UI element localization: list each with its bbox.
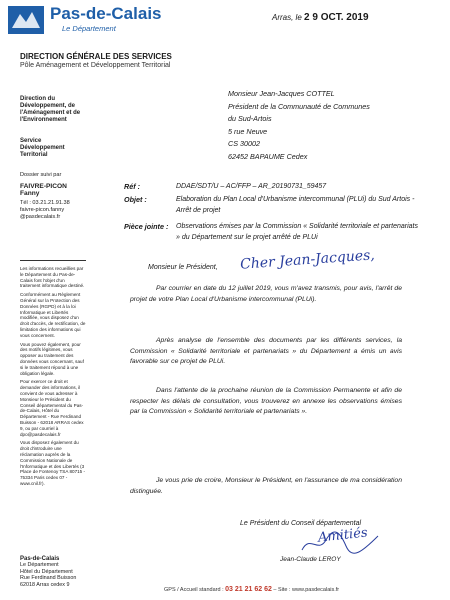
handwritten-salutation: Cher Jean-Jacques,: [239, 247, 376, 273]
sidebar-contact-phone: Tél : 03.21.21.91.38: [20, 200, 70, 206]
letter-date: [272, 12, 369, 23]
sidebar-footer-line: Rue Ferdinand Buisson: [20, 575, 77, 582]
sidebar-footer-line: Pas-de-Calais: [20, 556, 60, 562]
footer-prefix: GPS / Accueil standard :: [164, 587, 224, 593]
recipient-line: 62452 BAPAUME Cedex: [228, 151, 308, 161]
signature-title: Le Président du Conseil départemental: [240, 520, 362, 527]
sidebar-footer-line: Le Département: [20, 562, 59, 569]
sidebar-contact-email: faivre-picon.fanny: [20, 207, 65, 213]
ref-value: DDAE/SDT/U – AC/FFP – AR_20190731_59457: [176, 183, 327, 190]
sidebar-direction-line: Direction du: [20, 96, 56, 102]
sidebar-footer-line: Hôtel du Département: [20, 568, 73, 575]
recipient-line: Président de la Communauté de Communes: [228, 101, 370, 111]
piece-jointe-label: Pièce jointe :: [124, 222, 169, 231]
privacy-paragraph: Vous pouvez également, pour des motifs légitimes, vous opposer au traitement des données vous concernant, sauf si le traitement répond à une obligation légale.: [20, 341, 84, 376]
piece-jointe-value: Observations émises par la Commission « Solidarité territoriale et partenariats » du Département sur le projet arrêté de PLUi: [176, 223, 418, 241]
signature-handwritten: Amitiés: [317, 525, 369, 546]
brand-logo: [8, 4, 162, 36]
sidebar-service-line: Service Développement: [20, 138, 65, 151]
brand-name: Pas-de-Calais: [50, 4, 162, 23]
signature-scribble-icon: [300, 530, 380, 556]
ref-label: Réf :: [124, 182, 140, 191]
objet-label: Objet :: [124, 195, 147, 204]
date-place: Arras, le: [272, 13, 302, 22]
sidebar-direction-line: Développement, de: [20, 103, 76, 109]
sidebar-footer: [20, 556, 86, 588]
recipient-line: 5 rue Neuve: [228, 126, 268, 136]
direction-sub: Pôle Aménagement et Développement Territorial: [20, 62, 171, 69]
recipient-line: du Sud-Artois: [228, 114, 272, 123]
objet-value: Elaboration du Plan Local d'Urbanisme intercommunal (PLUi) du Sud Artois - Arrêt de projet: [176, 196, 415, 214]
page-footer: [164, 586, 339, 593]
recipient-line: Monsieur Jean-Jacques COTTEL: [228, 89, 335, 98]
privacy-paragraph: Conformément au Règlement Général sur la Protection des Données (RGPD) et à la loi Informatique et Libertés modifiée, vous disposez d'un droit d'accès, de rectification, de limitation des informations qui vous concernent.: [20, 292, 86, 338]
sidebar-direction-line: l'Aménagement et de: [20, 110, 81, 116]
direction-main: DIRECTION GÉNÉRALE DES SERVICES: [20, 52, 172, 61]
salutation: Monsieur le Président,: [148, 264, 218, 271]
body-paragraph: Dans l'attente de la prochaine réunion de la Commission Permanente et afin de respecter les délais de consultation, vous trouverez en annexe les observations émises par la Commission « Solidarité territoriale et partenariats ».: [130, 387, 402, 415]
brand-tagline: Le Département: [62, 24, 116, 33]
logo-mark-icon: [8, 6, 44, 34]
sidebar-divider: [20, 260, 86, 261]
date-stamp: 2 9 OCT. 2019: [304, 12, 369, 23]
recipient-line: CS 30002: [228, 139, 260, 148]
sidebar-contact-name: FAIVRE-PICON Fanny: [20, 183, 67, 197]
privacy-paragraph: Pour exercer ce droit et demander des informations, il convient de vous adresser à Monsieur le Président du Conseil départemental du Pas-de-Calais, Hôtel du Département - Rue Ferdinand Buisson - 62018 ARRAS cedex 9, ou par courriel à dpo@pasdecalais.fr: [20, 379, 84, 437]
sidebar-contact-email: @pasdecalais.fr: [20, 214, 61, 220]
body-paragraph: Je vous prie de croire, Monsieur le Président, en l'assurance de ma considération distinguée.: [130, 477, 402, 495]
sidebar-direction: [20, 96, 86, 124]
signature-name: Jean-Claude LEROY: [280, 556, 341, 563]
body-paragraph: Après analyse de l'ensemble des documents par les différents services, la Commission « Solidarité territoriale et partenariats » du Département a émis un avis favorable sur ce projet de PLUi.: [130, 337, 402, 365]
sidebar-service: [20, 138, 86, 159]
body-paragraph: Par courrier en date du 12 juillet 2019, vous m'avez transmis, pour avis, l'arrêt de projet de votre Plan Local d'Urbanisme intercommunal (PLUi).: [130, 285, 402, 303]
privacy-paragraph: Vous disposez également du droit d'introduire une réclamation auprès de la Commission Nationale de l'Informatique et des Libertés (3 Place de Fontenoy TSA 80715 - 75334 Paris cedex 07 - www.cnil.fr).: [20, 440, 86, 486]
recipient-address: [228, 88, 370, 163]
footer-phone: 03 21 21 62 62: [225, 586, 272, 593]
sidebar-service-line: Territorial: [20, 152, 48, 158]
sidebar-privacy: [20, 266, 86, 487]
sidebar-dossier-label: Dossier suivi par: [20, 172, 62, 178]
footer-suffix: – Site : www.pasdecalais.fr: [273, 587, 340, 593]
sidebar-direction-line: l'Environnement: [20, 117, 67, 123]
sidebar-footer-line: 62018 Arras cedex 9: [20, 581, 70, 588]
privacy-paragraph: Les informations recueillies par le Département du Pas-de-Calais font l'objet d'un traitement informatique destiné.: [20, 266, 85, 289]
sidebar-contact: [20, 200, 86, 221]
